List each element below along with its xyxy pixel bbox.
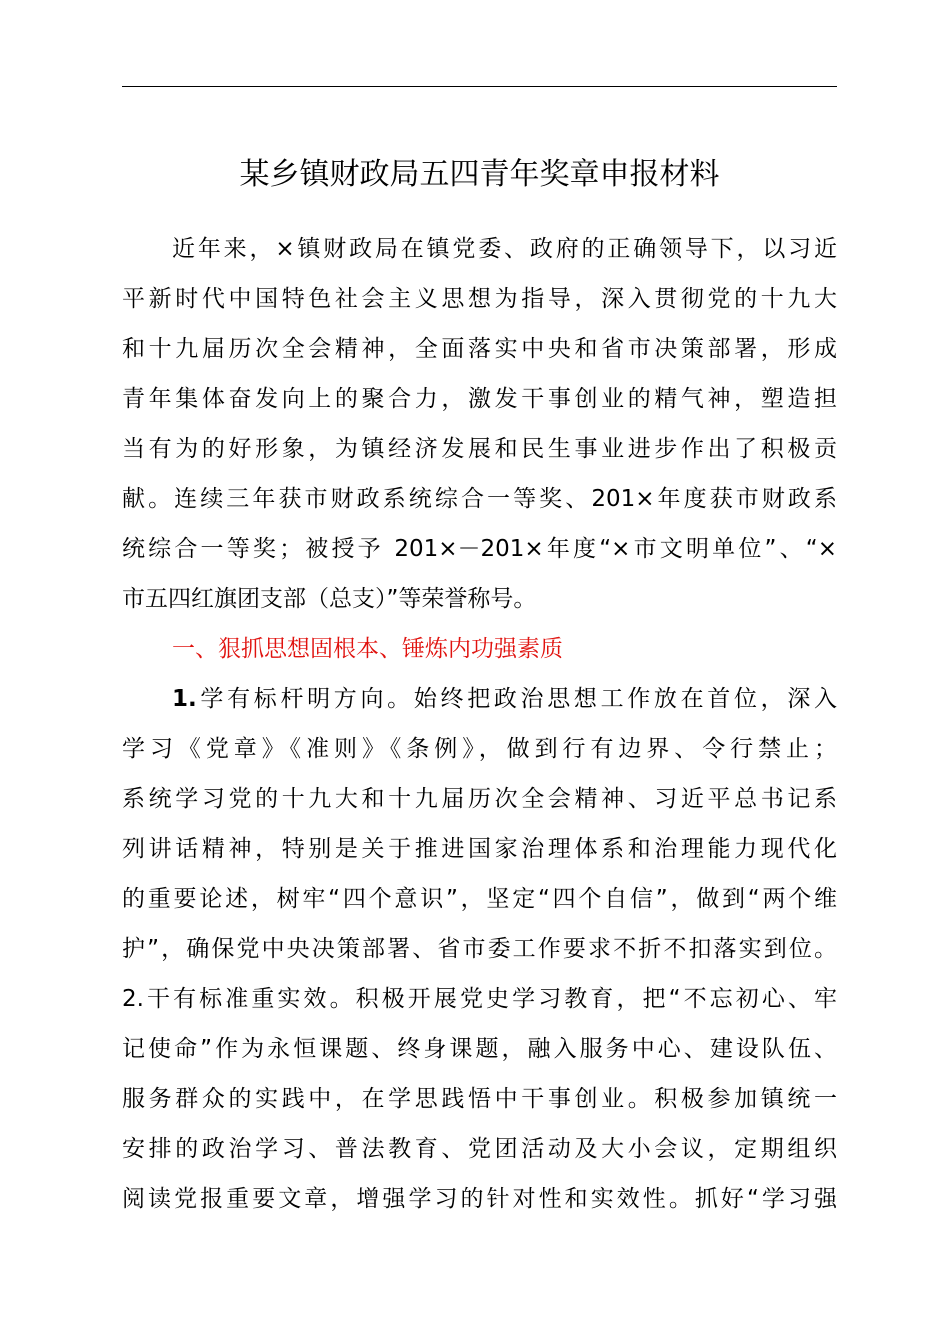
item2-line: 2.干有标准重实效。积极开展党史学习教育，把“不忘初心、牢 bbox=[122, 986, 837, 1012]
item1-line: 的重要论述，树牢“四个意识”，坚定“四个自信”，做到“两个维 bbox=[122, 886, 837, 912]
item2-line: 阅读党报重要文章，增强学习的针对性和实效性。抓好“学习强 bbox=[122, 1186, 837, 1212]
item1-line: 列讲话精神，特别是关于推进国家治理体系和治理能力现代化 bbox=[122, 836, 837, 862]
intro-line: 青年集体奋发向上的聚合力，激发干事创业的精气神，塑造担 bbox=[122, 386, 837, 412]
item2-line: 服务群众的实践中，在学思践悟中干事创业。积极参加镇统一 bbox=[122, 1086, 837, 1112]
item1-number: 1. bbox=[172, 686, 197, 712]
intro-line: 市五四红旗团支部（总支）”等荣誉称号。 bbox=[122, 586, 537, 612]
intro-line: 当有为的好形象，为镇经济发展和民生事业进步作出了积极贡 bbox=[122, 436, 837, 462]
intro-line: 平新时代中国特色社会主义思想为指导，深入贯彻党的十九大 bbox=[122, 286, 837, 312]
page-title: 某乡镇财政局五四青年奖章申报材料 bbox=[239, 157, 720, 192]
item2-line: 记使命”作为永恒课题、终身课题，融入服务中心、建设队伍、 bbox=[122, 1036, 837, 1062]
item1-first-text: 学有标杆明方向。始终把政治思想工作放在首位，深入 bbox=[196, 686, 837, 712]
intro-line: 和十九届历次全会精神，全面落实中央和省市决策部署，形成 bbox=[122, 336, 837, 362]
header-rule bbox=[122, 86, 837, 87]
item1-line: 系统学习党的十九大和十九届历次全会精神、习近平总书记系 bbox=[122, 786, 837, 812]
document-body bbox=[122, 224, 837, 1224]
item1-line: 护”，确保党中央决策部署、省市委工作要求不折不扣落实到位。 bbox=[122, 936, 837, 962]
section-heading: 一、狠抓思想固根本、锤炼内功强素质 bbox=[172, 636, 563, 662]
item2-line: 安排的政治学习、普法教育、党团活动及大小会议，定期组织 bbox=[122, 1136, 837, 1162]
intro-line: 统综合一等奖；被授予 201×－201×年度“×市文明单位”、“× bbox=[122, 536, 837, 562]
item1-line: 学习《党章》《准则》《条例》，做到行有边界、令行禁止； bbox=[122, 736, 837, 762]
intro-line: 近年来，×镇财政局在镇党委、政府的正确领导下，以习近 bbox=[172, 236, 837, 262]
intro-line: 献。连续三年获市财政系统综合一等奖、201×年度获市财政系 bbox=[122, 486, 837, 512]
item1-first-line bbox=[122, 674, 837, 724]
